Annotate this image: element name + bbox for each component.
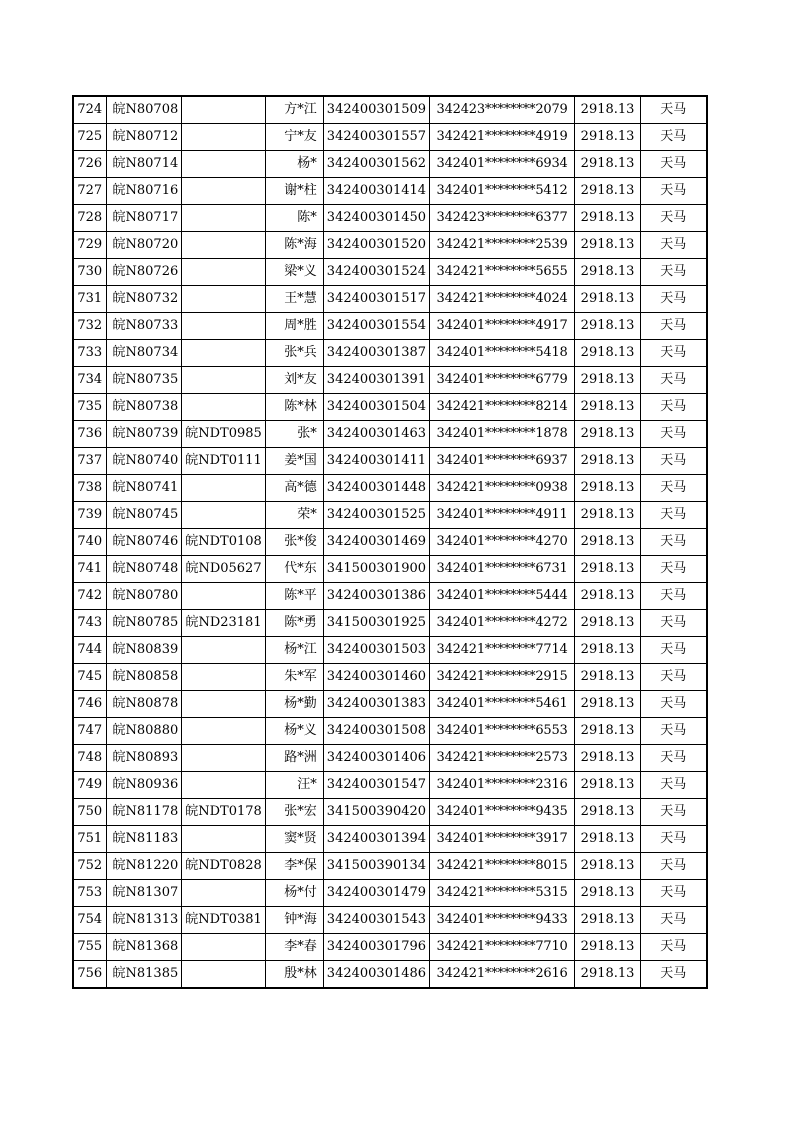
cell-alt-plate	[182, 664, 266, 691]
cell-company: 天马	[641, 96, 707, 124]
cell-seq: 746	[73, 691, 106, 718]
cell-plate: 皖N81183	[106, 826, 182, 853]
cell-seq: 729	[73, 232, 106, 259]
cell-company: 天马	[641, 205, 707, 232]
cell-company: 天马	[641, 502, 707, 529]
cell-seq: 736	[73, 421, 106, 448]
cell-seq: 735	[73, 394, 106, 421]
cell-alt-plate	[182, 259, 266, 286]
cell-company: 天马	[641, 556, 707, 583]
cell-plate: 皖N81368	[106, 934, 182, 961]
cell-amount: 2918.13	[575, 178, 641, 205]
cell-seq: 753	[73, 880, 106, 907]
cell-amount: 2918.13	[575, 232, 641, 259]
cell-cert-number: 342400301469	[323, 529, 429, 556]
cell-seq: 755	[73, 934, 106, 961]
table-row	[73, 718, 707, 745]
cell-name: 窦*贤	[265, 826, 323, 853]
cell-alt-plate	[182, 637, 266, 664]
cell-cert-number: 342400301503	[323, 637, 429, 664]
cell-plate: 皖N80785	[106, 610, 182, 637]
table-row	[73, 826, 707, 853]
cell-id-number: 342421********5315	[430, 880, 575, 907]
cell-amount: 2918.13	[575, 394, 641, 421]
cell-alt-plate: 皖NDT0828	[182, 853, 266, 880]
cell-seq: 750	[73, 799, 106, 826]
cell-seq: 730	[73, 259, 106, 286]
cell-id-number: 342401********4911	[430, 502, 575, 529]
cell-amount: 2918.13	[575, 529, 641, 556]
cell-plate: 皖N81313	[106, 907, 182, 934]
cell-id-number: 342401********9433	[430, 907, 575, 934]
cell-amount: 2918.13	[575, 313, 641, 340]
cell-alt-plate	[182, 124, 266, 151]
table-row	[73, 178, 707, 205]
cell-id-number: 342401********3917	[430, 826, 575, 853]
cell-alt-plate	[182, 772, 266, 799]
table-row	[73, 96, 707, 124]
cell-amount: 2918.13	[575, 664, 641, 691]
cell-id-number: 342401********5412	[430, 178, 575, 205]
cell-company: 天马	[641, 664, 707, 691]
cell-name: 陈*	[265, 205, 323, 232]
cell-seq: 725	[73, 124, 106, 151]
cell-alt-plate	[182, 340, 266, 367]
cell-amount: 2918.13	[575, 718, 641, 745]
cell-alt-plate	[182, 718, 266, 745]
cell-plate: 皖N80726	[106, 259, 182, 286]
cell-name: 张*兵	[265, 340, 323, 367]
cell-seq: 751	[73, 826, 106, 853]
cell-alt-plate	[182, 475, 266, 502]
data-table	[72, 95, 708, 989]
cell-name: 杨*付	[265, 880, 323, 907]
cell-cert-number: 341500390420	[323, 799, 429, 826]
table-row	[73, 907, 707, 934]
cell-company: 天马	[641, 178, 707, 205]
cell-name: 姜*国	[265, 448, 323, 475]
cell-amount: 2918.13	[575, 853, 641, 880]
cell-id-number: 342421********5655	[430, 259, 575, 286]
cell-seq: 748	[73, 745, 106, 772]
cell-cert-number: 342400301509	[323, 96, 429, 124]
cell-name: 朱*军	[265, 664, 323, 691]
cell-name: 陈*林	[265, 394, 323, 421]
cell-name: 李*春	[265, 934, 323, 961]
cell-id-number: 342421********7710	[430, 934, 575, 961]
cell-plate: 皖N80741	[106, 475, 182, 502]
cell-cert-number: 342400301557	[323, 124, 429, 151]
cell-alt-plate	[182, 232, 266, 259]
cell-name: 陈*平	[265, 583, 323, 610]
table-row	[73, 124, 707, 151]
cell-amount: 2918.13	[575, 745, 641, 772]
cell-amount: 2918.13	[575, 124, 641, 151]
cell-seq: 731	[73, 286, 106, 313]
cell-plate: 皖N80740	[106, 448, 182, 475]
cell-cert-number: 342400301391	[323, 367, 429, 394]
table-row	[73, 934, 707, 961]
cell-name: 梁*义	[265, 259, 323, 286]
cell-plate: 皖N81385	[106, 961, 182, 989]
cell-name: 陈*勇	[265, 610, 323, 637]
cell-alt-plate	[182, 961, 266, 989]
cell-plate: 皖N80716	[106, 178, 182, 205]
cell-seq: 727	[73, 178, 106, 205]
cell-name: 谢*柱	[265, 178, 323, 205]
cell-name: 钟*海	[265, 907, 323, 934]
cell-plate: 皖N80748	[106, 556, 182, 583]
cell-amount: 2918.13	[575, 691, 641, 718]
cell-name: 路*洲	[265, 745, 323, 772]
cell-seq: 732	[73, 313, 106, 340]
cell-amount: 2918.13	[575, 907, 641, 934]
cell-company: 天马	[641, 961, 707, 989]
cell-id-number: 342401********6937	[430, 448, 575, 475]
cell-cert-number: 342400301508	[323, 718, 429, 745]
cell-plate: 皖N80878	[106, 691, 182, 718]
cell-cert-number: 342400301463	[323, 421, 429, 448]
cell-seq: 744	[73, 637, 106, 664]
cell-cert-number: 342400301525	[323, 502, 429, 529]
table-row	[73, 961, 707, 989]
cell-amount: 2918.13	[575, 475, 641, 502]
cell-seq: 726	[73, 151, 106, 178]
cell-amount: 2918.13	[575, 880, 641, 907]
cell-plate: 皖N80839	[106, 637, 182, 664]
cell-amount: 2918.13	[575, 96, 641, 124]
table-body	[73, 96, 707, 988]
cell-alt-plate	[182, 205, 266, 232]
cell-id-number: 342401********6731	[430, 556, 575, 583]
cell-alt-plate	[182, 934, 266, 961]
cell-alt-plate	[182, 691, 266, 718]
cell-seq: 741	[73, 556, 106, 583]
cell-cert-number: 342400301554	[323, 313, 429, 340]
table-row	[73, 583, 707, 610]
cell-id-number: 342421********8015	[430, 853, 575, 880]
table-row	[73, 394, 707, 421]
cell-id-number: 342401********5444	[430, 583, 575, 610]
table-row	[73, 529, 707, 556]
cell-name: 周*胜	[265, 313, 323, 340]
cell-amount: 2918.13	[575, 367, 641, 394]
table-row	[73, 421, 707, 448]
cell-cert-number: 342400301486	[323, 961, 429, 989]
cell-id-number: 342401********4272	[430, 610, 575, 637]
cell-plate: 皖N80712	[106, 124, 182, 151]
cell-id-number: 342401********2316	[430, 772, 575, 799]
cell-alt-plate	[182, 394, 266, 421]
cell-alt-plate: 皖NDT0985	[182, 421, 266, 448]
cell-seq: 740	[73, 529, 106, 556]
cell-id-number: 342421********4919	[430, 124, 575, 151]
cell-id-number: 342421********7714	[430, 637, 575, 664]
cell-id-number: 342421********2616	[430, 961, 575, 989]
cell-alt-plate	[182, 313, 266, 340]
cell-cert-number: 342400301524	[323, 259, 429, 286]
cell-id-number: 342421********8214	[430, 394, 575, 421]
cell-company: 天马	[641, 799, 707, 826]
cell-id-number: 342421********0938	[430, 475, 575, 502]
cell-plate: 皖N80745	[106, 502, 182, 529]
cell-cert-number: 342400301383	[323, 691, 429, 718]
table-row	[73, 340, 707, 367]
cell-plate: 皖N80708	[106, 96, 182, 124]
cell-amount: 2918.13	[575, 826, 641, 853]
cell-plate: 皖N80936	[106, 772, 182, 799]
cell-name: 杨*义	[265, 718, 323, 745]
cell-amount: 2918.13	[575, 340, 641, 367]
cell-amount: 2918.13	[575, 502, 641, 529]
cell-plate: 皖N80880	[106, 718, 182, 745]
cell-cert-number: 341500301925	[323, 610, 429, 637]
table-row	[73, 610, 707, 637]
cell-company: 天马	[641, 745, 707, 772]
cell-cert-number: 342400301543	[323, 907, 429, 934]
table-row	[73, 664, 707, 691]
cell-plate: 皖N80746	[106, 529, 182, 556]
cell-id-number: 342401********4917	[430, 313, 575, 340]
cell-cert-number: 341500390134	[323, 853, 429, 880]
cell-id-number: 342421********2539	[430, 232, 575, 259]
cell-plate: 皖N80858	[106, 664, 182, 691]
cell-cert-number: 342400301479	[323, 880, 429, 907]
cell-company: 天马	[641, 826, 707, 853]
cell-cert-number: 342400301414	[323, 178, 429, 205]
cell-company: 天马	[641, 475, 707, 502]
cell-alt-plate	[182, 745, 266, 772]
cell-seq: 747	[73, 718, 106, 745]
cell-company: 天马	[641, 421, 707, 448]
cell-company: 天马	[641, 367, 707, 394]
cell-alt-plate	[182, 151, 266, 178]
cell-company: 天马	[641, 394, 707, 421]
cell-name: 杨*江	[265, 637, 323, 664]
cell-alt-plate: 皖NDT0108	[182, 529, 266, 556]
cell-alt-plate: 皖NDT0381	[182, 907, 266, 934]
cell-name: 汪*	[265, 772, 323, 799]
cell-cert-number: 342400301448	[323, 475, 429, 502]
cell-alt-plate: 皖NDT0178	[182, 799, 266, 826]
cell-amount: 2918.13	[575, 583, 641, 610]
cell-name: 张*宏	[265, 799, 323, 826]
cell-company: 天马	[641, 259, 707, 286]
cell-seq: 742	[73, 583, 106, 610]
cell-plate: 皖N80734	[106, 340, 182, 367]
cell-alt-plate: 皖ND23181	[182, 610, 266, 637]
cell-alt-plate	[182, 583, 266, 610]
cell-amount: 2918.13	[575, 556, 641, 583]
cell-company: 天马	[641, 880, 707, 907]
cell-name: 荣*	[265, 502, 323, 529]
cell-name: 刘*友	[265, 367, 323, 394]
cell-id-number: 342401********6934	[430, 151, 575, 178]
cell-seq: 737	[73, 448, 106, 475]
cell-seq: 728	[73, 205, 106, 232]
cell-name: 陈*海	[265, 232, 323, 259]
cell-company: 天马	[641, 313, 707, 340]
cell-company: 天马	[641, 529, 707, 556]
cell-plate: 皖N80893	[106, 745, 182, 772]
table-row	[73, 286, 707, 313]
table-row	[73, 313, 707, 340]
cell-alt-plate	[182, 502, 266, 529]
cell-company: 天马	[641, 637, 707, 664]
cell-company: 天马	[641, 853, 707, 880]
cell-amount: 2918.13	[575, 610, 641, 637]
cell-id-number: 342401********5418	[430, 340, 575, 367]
cell-id-number: 342421********4024	[430, 286, 575, 313]
table-row	[73, 772, 707, 799]
table-row	[73, 502, 707, 529]
cell-name: 宁*友	[265, 124, 323, 151]
table-row	[73, 232, 707, 259]
cell-cert-number: 342400301547	[323, 772, 429, 799]
cell-seq: 745	[73, 664, 106, 691]
cell-plate: 皖N81307	[106, 880, 182, 907]
table-row	[73, 637, 707, 664]
cell-id-number: 342401********9435	[430, 799, 575, 826]
cell-alt-plate	[182, 96, 266, 124]
cell-alt-plate	[182, 178, 266, 205]
cell-company: 天马	[641, 610, 707, 637]
cell-cert-number: 342400301394	[323, 826, 429, 853]
cell-company: 天马	[641, 772, 707, 799]
cell-company: 天马	[641, 934, 707, 961]
cell-cert-number: 342400301386	[323, 583, 429, 610]
cell-cert-number: 342400301411	[323, 448, 429, 475]
cell-cert-number: 342400301562	[323, 151, 429, 178]
cell-seq: 734	[73, 367, 106, 394]
cell-plate: 皖N80738	[106, 394, 182, 421]
cell-amount: 2918.13	[575, 772, 641, 799]
cell-plate: 皖N80717	[106, 205, 182, 232]
cell-company: 天马	[641, 691, 707, 718]
cell-seq: 756	[73, 961, 106, 989]
cell-amount: 2918.13	[575, 799, 641, 826]
table-row	[73, 367, 707, 394]
cell-cert-number: 342400301517	[323, 286, 429, 313]
table-row	[73, 745, 707, 772]
cell-company: 天马	[641, 232, 707, 259]
cell-amount: 2918.13	[575, 421, 641, 448]
cell-id-number: 342401********4270	[430, 529, 575, 556]
cell-company: 天马	[641, 448, 707, 475]
cell-name: 殷*林	[265, 961, 323, 989]
cell-alt-plate	[182, 880, 266, 907]
cell-company: 天马	[641, 286, 707, 313]
cell-plate: 皖N80739	[106, 421, 182, 448]
cell-seq: 743	[73, 610, 106, 637]
cell-plate: 皖N80720	[106, 232, 182, 259]
table-row	[73, 799, 707, 826]
cell-plate: 皖N80780	[106, 583, 182, 610]
cell-alt-plate: 皖NDT0111	[182, 448, 266, 475]
table-row	[73, 205, 707, 232]
cell-name: 高*德	[265, 475, 323, 502]
table-row	[73, 151, 707, 178]
cell-cert-number: 342400301406	[323, 745, 429, 772]
cell-cert-number: 342400301520	[323, 232, 429, 259]
table-row	[73, 691, 707, 718]
cell-id-number: 342423********2079	[430, 96, 575, 124]
cell-name: 张*俊	[265, 529, 323, 556]
cell-amount: 2918.13	[575, 286, 641, 313]
table-row	[73, 448, 707, 475]
table-row	[73, 556, 707, 583]
cell-amount: 2918.13	[575, 934, 641, 961]
cell-seq: 749	[73, 772, 106, 799]
cell-name: 王*慧	[265, 286, 323, 313]
table-row	[73, 475, 707, 502]
cell-id-number: 342423********6377	[430, 205, 575, 232]
cell-amount: 2918.13	[575, 961, 641, 989]
cell-alt-plate: 皖ND05627	[182, 556, 266, 583]
cell-seq: 733	[73, 340, 106, 367]
cell-seq: 752	[73, 853, 106, 880]
cell-amount: 2918.13	[575, 637, 641, 664]
cell-company: 天马	[641, 718, 707, 745]
cell-company: 天马	[641, 583, 707, 610]
cell-name: 张*	[265, 421, 323, 448]
cell-company: 天马	[641, 151, 707, 178]
cell-seq: 754	[73, 907, 106, 934]
table-row	[73, 853, 707, 880]
cell-id-number: 342401********5461	[430, 691, 575, 718]
cell-name: 杨*勤	[265, 691, 323, 718]
cell-cert-number: 342400301504	[323, 394, 429, 421]
cell-id-number: 342401********6779	[430, 367, 575, 394]
cell-id-number: 342401********6553	[430, 718, 575, 745]
cell-plate: 皖N81178	[106, 799, 182, 826]
cell-name: 杨*	[265, 151, 323, 178]
cell-id-number: 342421********2573	[430, 745, 575, 772]
cell-name: 方*江	[265, 96, 323, 124]
cell-name: 代*东	[265, 556, 323, 583]
cell-plate: 皖N80735	[106, 367, 182, 394]
cell-cert-number: 341500301900	[323, 556, 429, 583]
cell-amount: 2918.13	[575, 205, 641, 232]
table-row	[73, 880, 707, 907]
cell-cert-number: 342400301387	[323, 340, 429, 367]
cell-id-number: 342401********1878	[430, 421, 575, 448]
cell-id-number: 342421********2915	[430, 664, 575, 691]
cell-alt-plate	[182, 826, 266, 853]
cell-cert-number: 342400301450	[323, 205, 429, 232]
cell-cert-number: 342400301796	[323, 934, 429, 961]
cell-company: 天马	[641, 907, 707, 934]
cell-plate: 皖N80732	[106, 286, 182, 313]
cell-company: 天马	[641, 124, 707, 151]
cell-amount: 2918.13	[575, 448, 641, 475]
cell-alt-plate	[182, 286, 266, 313]
table-row	[73, 259, 707, 286]
cell-amount: 2918.13	[575, 259, 641, 286]
cell-plate: 皖N81220	[106, 853, 182, 880]
cell-company: 天马	[641, 340, 707, 367]
cell-seq: 739	[73, 502, 106, 529]
cell-amount: 2918.13	[575, 151, 641, 178]
cell-cert-number: 342400301460	[323, 664, 429, 691]
cell-plate: 皖N80714	[106, 151, 182, 178]
cell-seq: 738	[73, 475, 106, 502]
cell-name: 李*保	[265, 853, 323, 880]
cell-plate: 皖N80733	[106, 313, 182, 340]
cell-seq: 724	[73, 96, 106, 124]
cell-alt-plate	[182, 367, 266, 394]
